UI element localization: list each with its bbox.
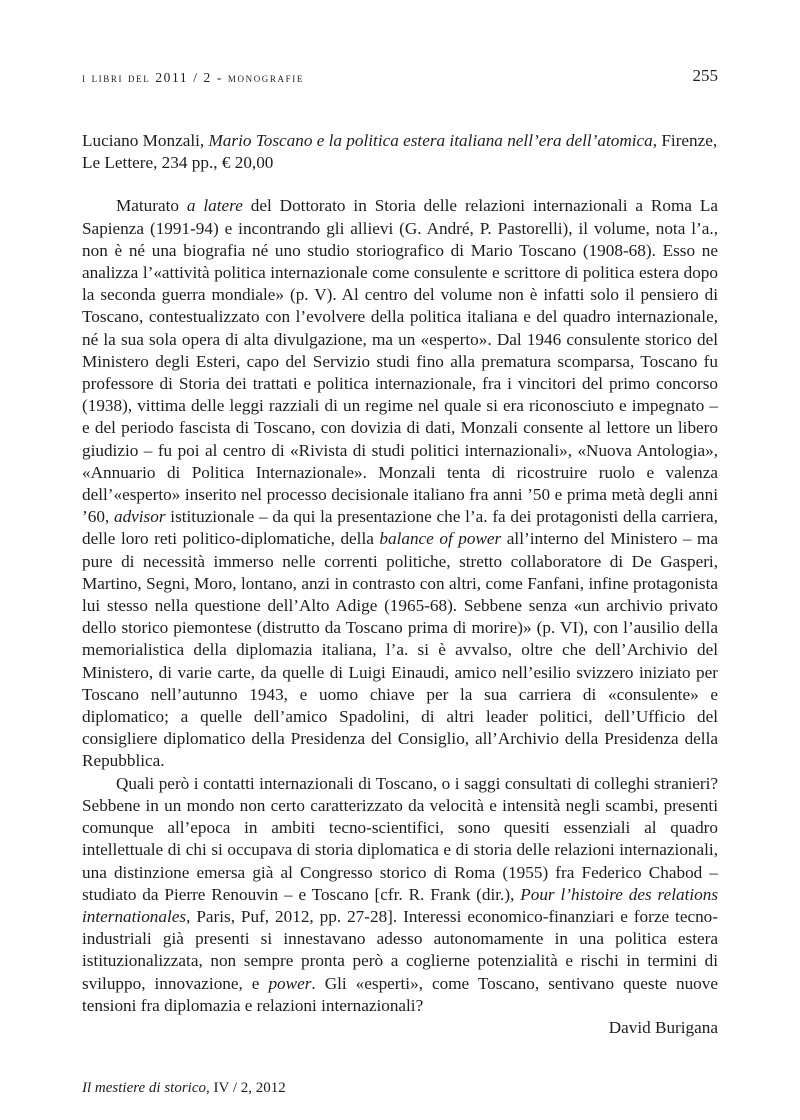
review-paragraph-2: [82, 773, 718, 1017]
italic-term: balance of power: [379, 529, 502, 549]
running-head-section: i libri del 2011 / 2 - monografie: [82, 70, 304, 85]
running-head: [82, 66, 718, 92]
review-paragraph-1: [82, 195, 718, 772]
reviewer-signature: David Burigana: [608, 1017, 718, 1037]
book-citation: [82, 130, 718, 174]
text-segment: del Dottorato in Storia delle relazioni internazionali a Roma La Sapienza (1991-94) e incontrando gli allievi (G. André, P. Pastorelli), il volume, nota l’a., non è né una biografia né uno studio storiografico di Mario Toscano (1908-68). Esso ne analizza l’«attività politica internazionale come consulente e scrittore di politica estera dopo la seconda guerra mondiale» (p. V). Al centro del volume non è infatti solo il pensiero di Toscano, contestualizzato con l’evolvere della politica italiana e del quadro internazionale, né la sua sola opera di alta divulgazione, ma un «esperto». Dal 1946 consulente storico del Ministero degli Esteri, capo del Servizio studi fino alla prematura scomparsa, Toscano fu professore di Storia dei trattati e politica internazionale, fra i vincitori del primo concorso (1938), vittima delle leggi razziali di un regime nel quale si era riconosciuto e impegnato – e del periodo fascista di Toscano, con dovizia di dati, Monzali consente al lettore un libero giudizio – fu poi al centro di «Rivista di studi politici internazionali», «Nuova Antologia», «Annuario di Politica Internazionale». Monzali tenta di ricostruire ruolo e valenza dell’«esperto» inserito nel processo decisionale italiano fra anni ’50 e prima metà degli anni ’60,: [82, 196, 718, 527]
text-segment: . Gli «esperti», come Toscano, sentivano queste nuove tensioni fra diplomazia e relazioni internazionali?: [82, 973, 718, 1015]
text-segment: istituzionale – da qui la presentazione che l’a. fa dei protagonisti della carriera, delle loro reti politico-diplomatiche, della: [82, 507, 718, 549]
text-segment: Maturato: [116, 196, 187, 216]
citation-author: Luciano Monzali,: [82, 131, 209, 150]
text-segment: , Paris, Puf, 2012, pp. 27-28]. Interessi economico-finanziari e forze tecno-industriali già presenti si innestavano adesso autonomamente in una politica estera istituzionalizzata, non sempre pronta però a coglierne potenzialità e rischi in termini di sviluppo, innovazione, e: [82, 906, 718, 993]
citation-title: Mario Toscano e la politica estera italiana nell’era dell’atomica: [208, 131, 653, 150]
text-segment: Quali però i contatti internazionali di Toscano, o i saggi consultati di colleghi stranieri? Sebbene in un mondo non certo caratterizzato da velocità e intensità negli scambi, presenti comunque all’epoca in ambiti tecno-scientifici, sono quesiti essenziali al quadro intellettuale di chi si occupava di storia diplomatica e di storia delle relazioni internazionali, una distinzione emersa già al Congresso storico di Roma (1955) fra Federico Chabod – studiato da Pierre Renouvin – e Toscano [cfr. R. Frank (dir.),: [82, 773, 718, 904]
journal-title: Il mestiere di storico: [82, 1080, 207, 1096]
text-segment: all’interno del Ministero – ma pure di necessità immerso nelle correnti politiche, stretto collaboratore di De Gasperi, Martino, Segni, Moro, lontano, anzi in contrasto con altri, come Fanfani, infine protagonista lui stesso nella questione dell’Alto Adige (1965-68). Sebbene senza «un archivio privato dello storico piemontese (distrutto da Toscano prima di morire)» (p. VI), con l’ausilio della memorialistica della diplomazia italiana, l’a. si è avvalso, oltre che dell’Archivio del Ministero, di varie carte, da quelle di Luigi Einaudi, amico nell’esilio svizzero iniziato per Toscano nell’autunno 1943, e uomo chiave per la sua carriera di «consulente» e diplomatico; a quelle dell’amico Spadolini, di altri leader politici, dell’Ufficio del consigliere diplomatico della Presidenza del Consiglio, all’Archivio della Presidenza della Repubblica.: [82, 529, 719, 771]
review-body: [82, 130, 718, 1039]
citation-publication: , Firenze, Le Lettere, 234 pp., € 20,00: [82, 131, 718, 173]
italic-term: advisor: [113, 507, 166, 527]
italic-term: a latere: [186, 196, 243, 216]
journal-footer: [82, 1080, 286, 1097]
italic-term: power: [268, 973, 312, 993]
journal-issue: , IV / 2, 2012: [206, 1080, 286, 1096]
italic-title: Pour l’histoire des relations internationales: [82, 884, 719, 926]
page-number: 255: [692, 66, 718, 85]
